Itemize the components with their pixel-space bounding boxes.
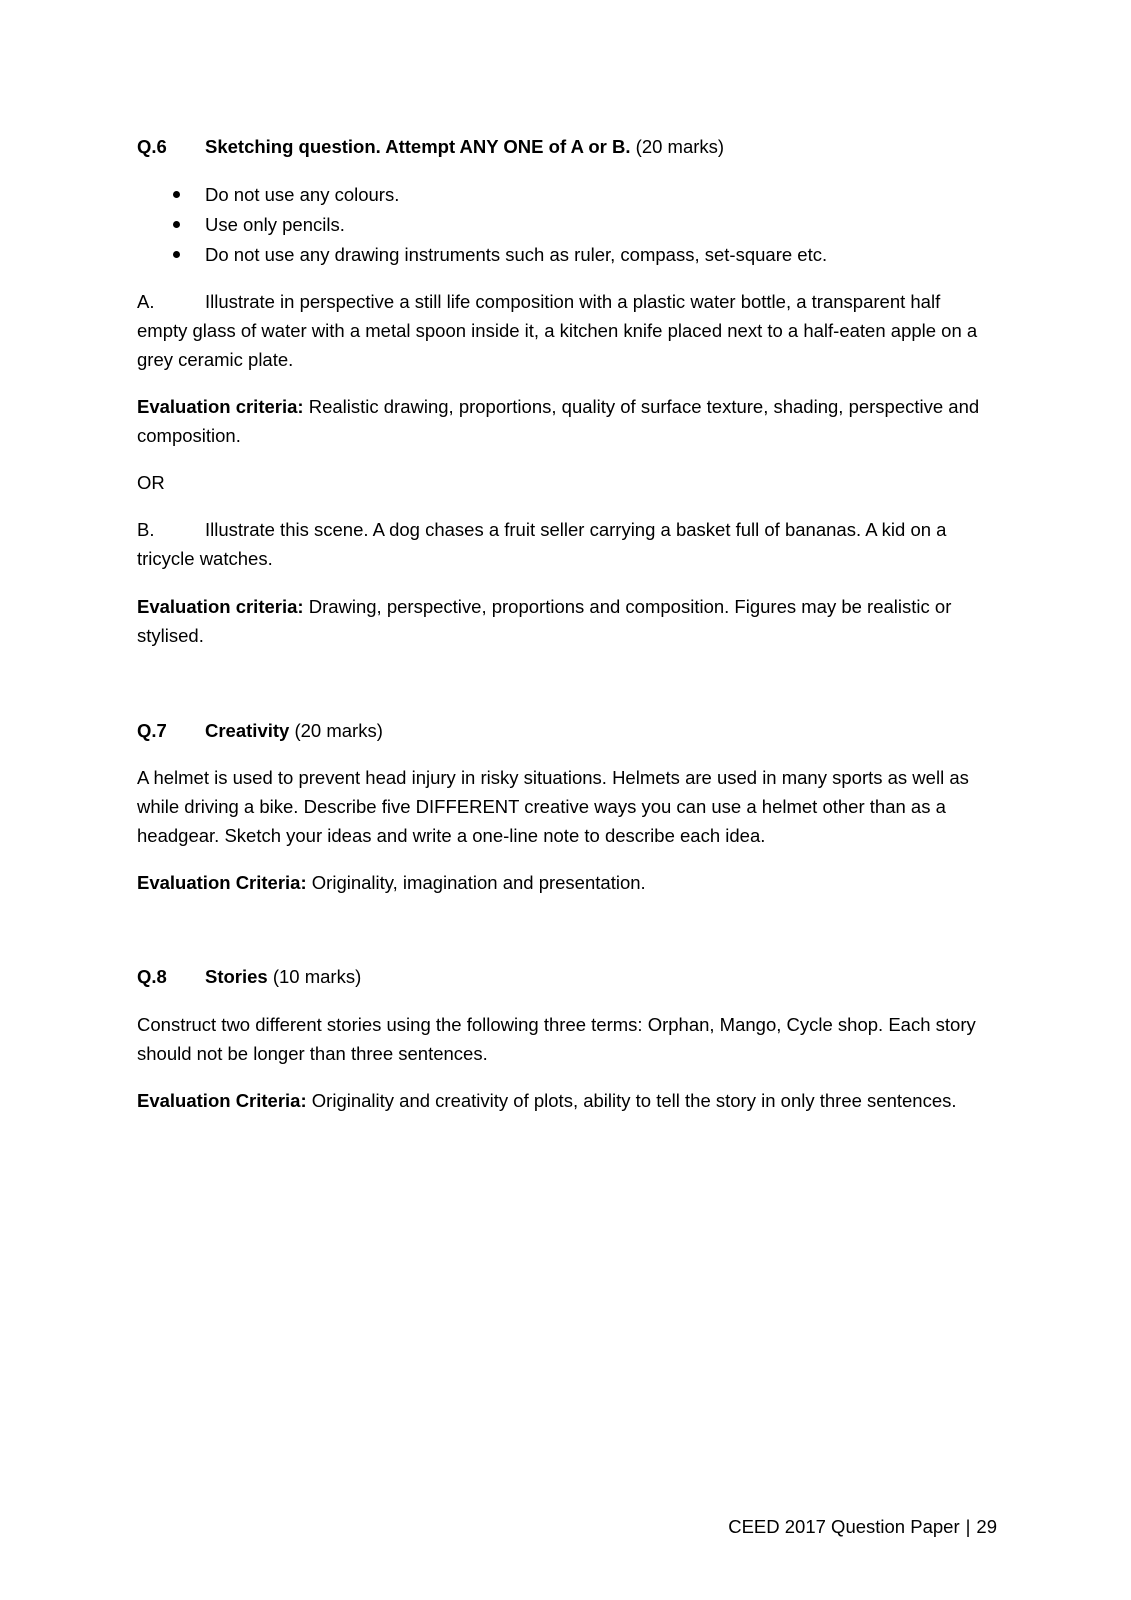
- q6-instructions: [137, 180, 997, 270]
- option-a-text: empty glass of water with a metal spoon inside it, a kitchen knife placed next to a half-eaten apple on a grey ceramic plate.: [137, 320, 978, 370]
- q6-title: Sketching question. Attempt ANY ONE of A or B.: [205, 136, 631, 157]
- criteria-label: Evaluation criteria:: [137, 596, 304, 617]
- q8-body: Construct two different stories using the following three terms: Orphan, Mango, Cycle shop. Each story should not be longer than three sentences.: [137, 1014, 976, 1064]
- bullet-icon: [173, 251, 180, 258]
- criteria-text: Realistic drawing, proportions, quality of surface texture, shading, perspective and composition.: [137, 396, 980, 446]
- q7-marks: (20 marks): [294, 720, 383, 741]
- q7-criteria: [137, 868, 997, 897]
- q6-marks: (20 marks): [635, 136, 725, 157]
- q6-criteria-b: [137, 592, 997, 650]
- q8-criteria: [137, 1086, 997, 1115]
- instruction-item: Use only pencils.: [137, 210, 997, 240]
- q8-marks: (10 marks): [272, 966, 362, 987]
- criteria-label: Evaluation Criteria:: [137, 872, 307, 893]
- q7-number: Q.7: [137, 720, 167, 741]
- bullet-icon: [173, 191, 180, 198]
- q8-number: Q.8: [137, 966, 167, 987]
- q6-option-a: A. Illustrate in perspective a still life composition with a plastic water bottle, a transparent half empty glass of water with a metal spoon inside it, a kitchen knife placed next to a half-eaten apple on a grey ceramic plate.: [137, 287, 997, 374]
- q6-criteria-a: [137, 392, 997, 450]
- bullet-icon: [173, 221, 180, 228]
- q6-number: Q.6: [137, 136, 167, 157]
- instruction-item: Do not use any colours.: [137, 180, 997, 210]
- option-a-label: A.: [137, 291, 155, 312]
- q8-title: Stories: [205, 966, 268, 987]
- option-b-text: tricycle watches.: [137, 548, 273, 569]
- q8-heading: [137, 962, 997, 991]
- footer-separator: |: [965, 1516, 971, 1537]
- footer-title: CEED 2017 Question Paper: [728, 1516, 960, 1537]
- q7-title: Creativity: [205, 720, 290, 741]
- q6-option-b: B. Illustrate this scene. A dog chases a fruit seller carrying a basket full of bananas. A kid on a tricycle watches.: [137, 515, 997, 573]
- criteria-text: Originality, imagination and presentation.: [311, 872, 646, 893]
- criteria-label: Evaluation Criteria:: [137, 1090, 307, 1111]
- instruction-item: Do not use any drawing instruments such as ruler, compass, set-square etc.: [137, 240, 997, 270]
- page-number: 29: [976, 1516, 997, 1537]
- or-divider-text: OR: [137, 472, 165, 493]
- q6-heading: [137, 132, 997, 161]
- q7-body: A helmet is used to prevent head injury in risky situations. Helmets are used in many sports as well as while driving a bike. Describe five DIFFERENT creative ways you can use a helmet other than as a headgear. Sketch your ideas and write a one-line note to describe each idea.: [137, 767, 969, 846]
- criteria-text: Drawing, perspective, proportions and composition. Figures may be realistic or stylised.: [137, 596, 952, 646]
- criteria-label: Evaluation criteria:: [137, 396, 304, 417]
- option-b-label: B.: [137, 519, 155, 540]
- q7-heading: [137, 716, 997, 745]
- criteria-text: Originality and creativity of plots, ability to tell the story in only three sentences.: [311, 1090, 957, 1111]
- page-footer: [728, 1512, 997, 1541]
